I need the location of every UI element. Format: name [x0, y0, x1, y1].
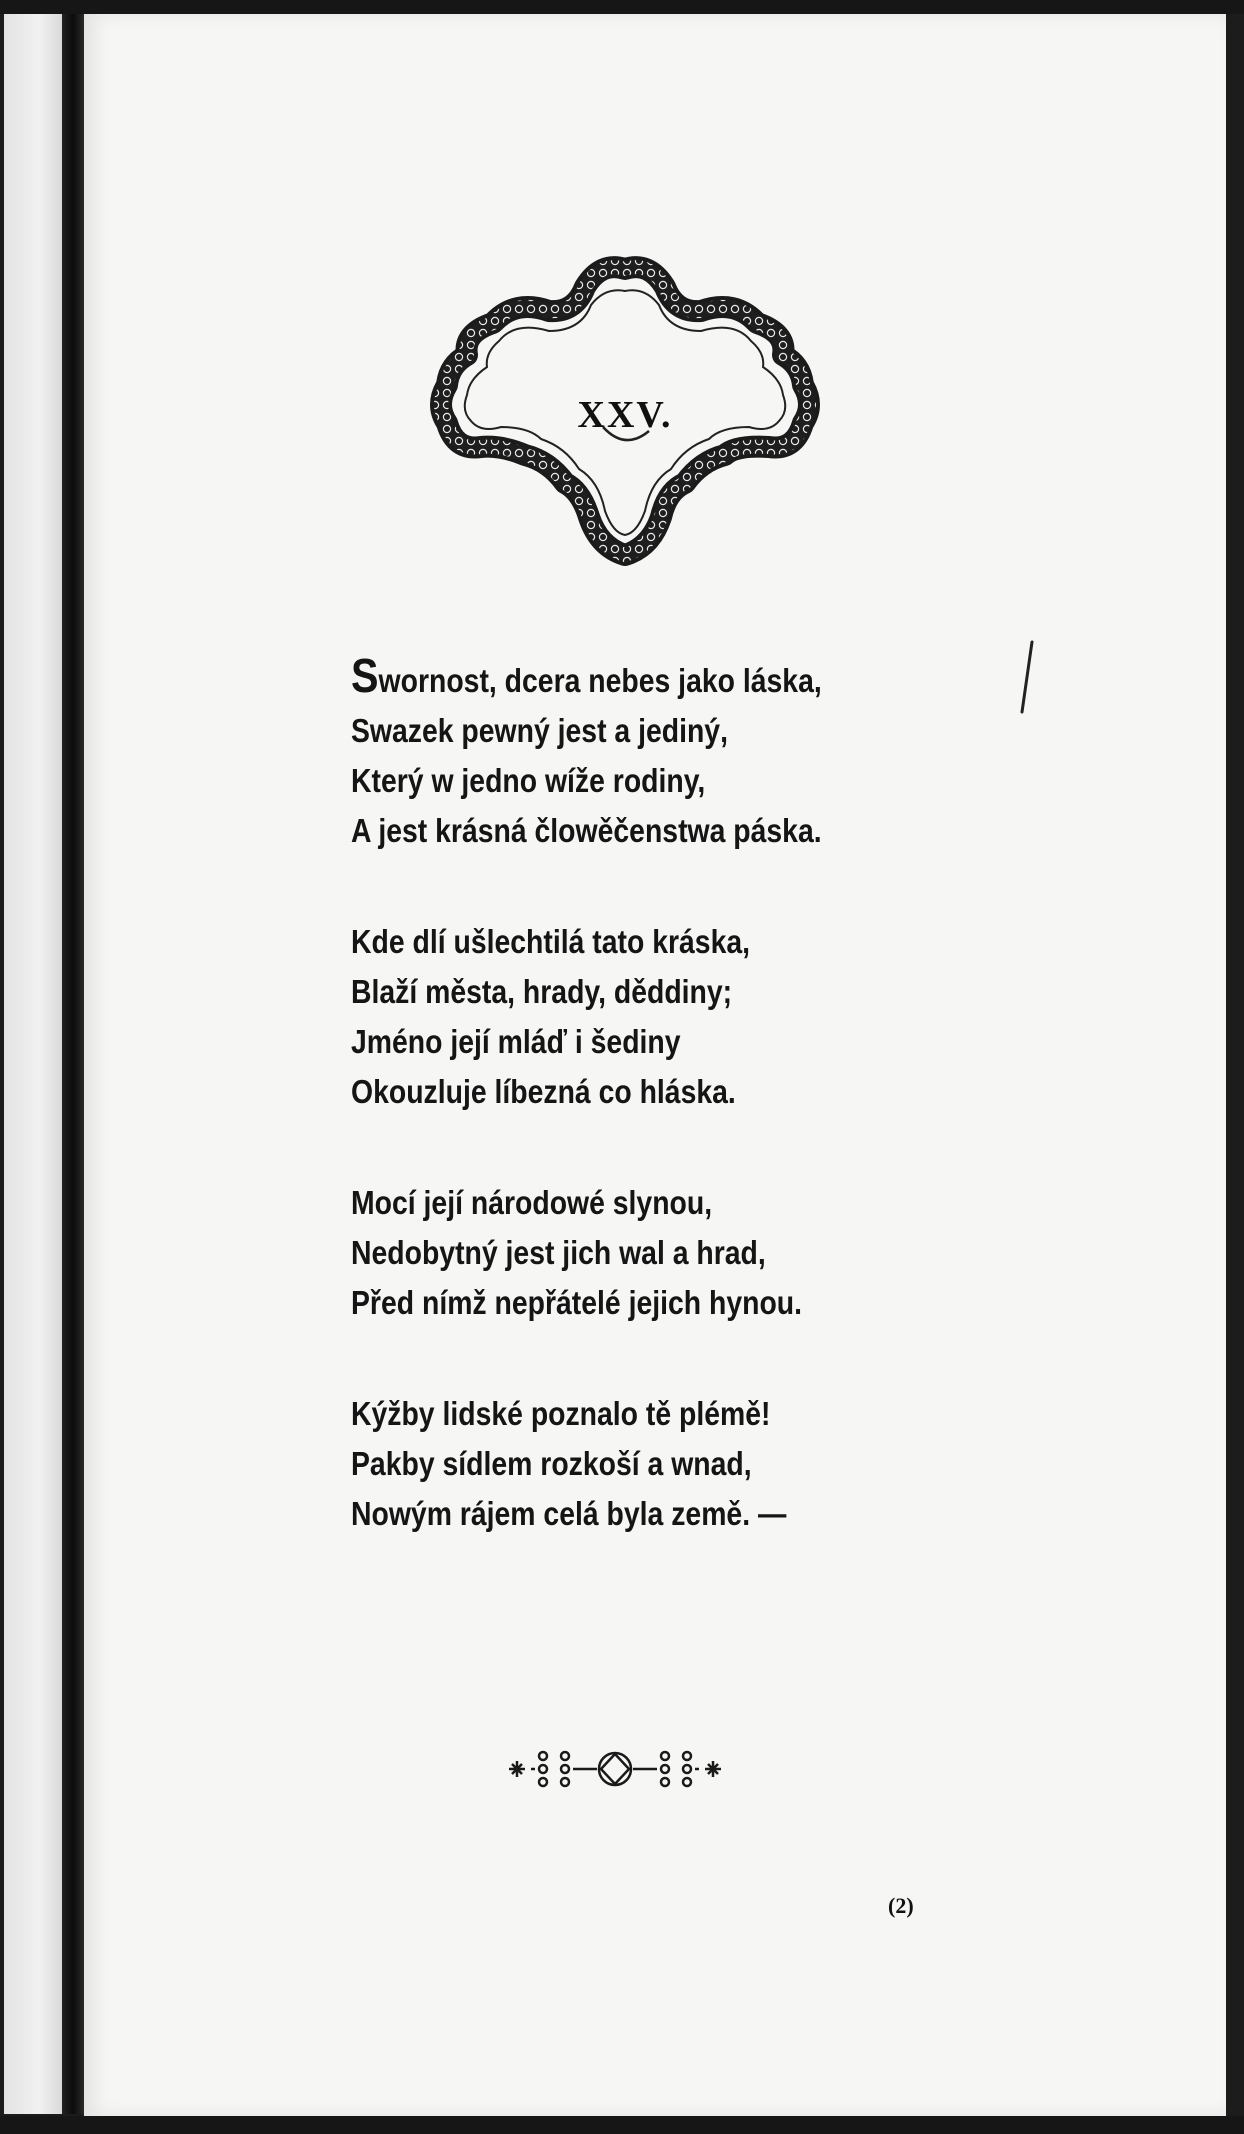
top-edge — [0, 0, 1244, 14]
poem-line: Nedobytný jest jich wal a hrad, — [351, 1234, 766, 1271]
margin-pen-mark — [1008, 640, 1038, 714]
chapter-numeral: XXV. — [577, 394, 673, 436]
poem-line: Mocí její národowé slynou, — [351, 1184, 713, 1221]
poem-line: Nowým rájem celá byla země. — — [351, 1495, 787, 1532]
stanza-4 — [351, 1389, 991, 1539]
poem-line: Kýžby lidské poznalo tě plémě! — [351, 1395, 771, 1432]
poem-line: Kde dlí ušlechtilá tato kráska, — [351, 923, 751, 960]
poem-line: Okouzluje líbezná co hláska. — [351, 1073, 736, 1110]
poem-line: Pakby sídlem rozkoší a wnad, — [351, 1445, 752, 1482]
poem-line: Jméno její mláď i šediny — [351, 1023, 681, 1060]
book-spine — [62, 14, 84, 2114]
poem-line: Před nímž nepřátelé jejich hynou. — [351, 1284, 803, 1321]
poem-line: A jest krásná člowěčenstwa páska. — [351, 812, 822, 849]
bottom-edge — [0, 2116, 1244, 2134]
poem-line: Blaží města, hrady, děddiny; — [351, 973, 733, 1010]
fleuron-icon — [505, 1740, 725, 1798]
poem-line: Který w jedno wíže rodiny, — [351, 762, 706, 799]
stanza-1 — [351, 652, 991, 856]
stanza-2 — [351, 917, 991, 1117]
stanza-3 — [351, 1178, 991, 1328]
drop-initial: S — [351, 650, 379, 703]
poem-line — [351, 652, 901, 706]
ornamental-cartouche-icon — [405, 255, 845, 580]
facing-page-edge — [4, 14, 62, 2114]
page-number: (2) — [888, 1893, 914, 1918]
poem-line-text: wornost, dcera nebes jako láska, — [378, 662, 822, 699]
poem — [351, 652, 991, 1539]
poem-line: Swazek pewný jest a jediný, — [351, 712, 728, 749]
